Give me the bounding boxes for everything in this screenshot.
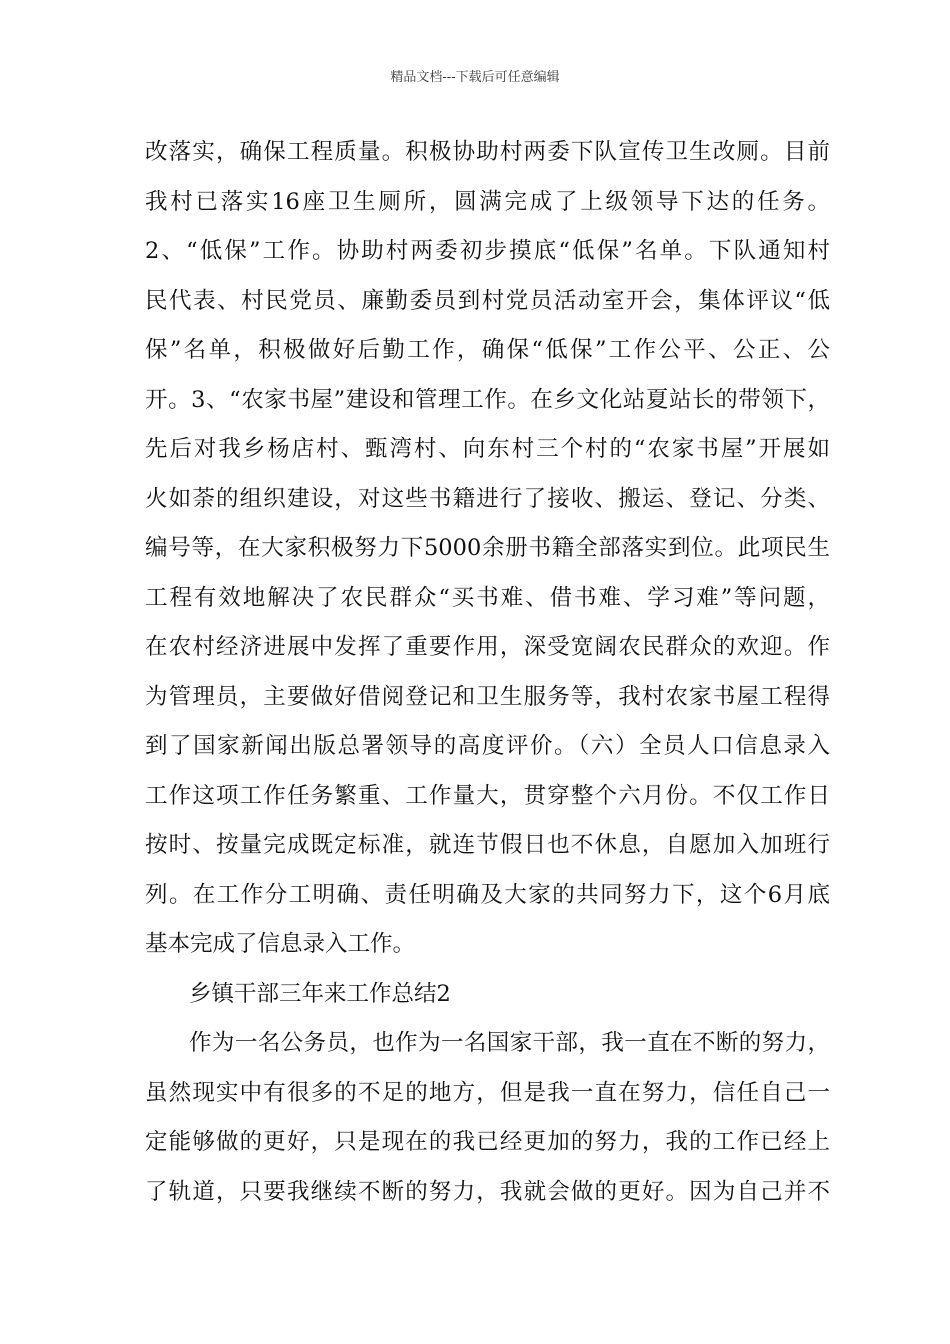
page-header: 精品文档---下载后可任意编辑: [390, 70, 560, 85]
body-line: 工程有效地解决了农民群众“买书难、借书难、学习难”等问题，: [145, 584, 830, 611]
body-line: 改落实，确保工程质量。积极协助村两委下队宣传卫生改厕。目前: [145, 139, 830, 165]
body-line: 我村已落实16座卫生厕所，圆满完成了上级领导下达的任务。: [145, 188, 830, 215]
body-line: 在农村经济进展中发挥了重要作用，深受宽阔农民群众的欢迎。作: [145, 634, 830, 660]
body-line: 到了国家新闻出版总署领导的高度评价。（六）全员人口信息录入: [145, 733, 830, 759]
body-line: 保”名单，积极做好后勤工作，确保“低保”工作公平、公正、公: [145, 337, 830, 363]
document-body: [145, 128, 830, 1217]
body-line: 虽然现实中有很多的不足的地方，但是我一直在努力，信任自己一: [145, 1079, 830, 1106]
body-line: 民代表、村民党员、廉勤委员到村党员活动室开会，集体评议“低: [145, 287, 830, 314]
body-line: 2、“低保”工作。协助村两委初步摸底“低保”名单。下队通知村: [145, 238, 830, 264]
section-title: 乡镇干部三年来工作总结2: [189, 980, 451, 1007]
body-line: 按时、按量完成既定标准，就连节假日也不休息，自愿加入加班行: [145, 832, 830, 858]
body-line: 定能够做的更好，只是现在的我已经更加的努力，我的工作已经上: [145, 1129, 830, 1155]
body-line: 先后对我乡杨店村、甄湾村、向东村三个村的“农家书屋”开展如: [145, 436, 830, 462]
body-line: 作为一名公务员，也作为一名国家干部，我一直在不断的努力，: [189, 1030, 830, 1056]
body-line: 工作这项工作任务繁重、工作量大，贯穿整个六月份。不仅工作日: [145, 782, 830, 809]
body-line: 了轨道，只要我继续不断的努力，我就会做的更好。因为自己并不: [145, 1178, 830, 1205]
body-line: 基本完成了信息录入工作。: [145, 931, 416, 957]
body-line: 列。在工作分工明确、责任明确及大家的共同努力下，这个6月底: [145, 881, 830, 908]
body-line: 开。3、“农家书屋”建设和管理工作。在乡文化站夏站长的带领下，: [145, 386, 830, 413]
body-line: 火如荼的组织建设，对这些书籍进行了接收、搬运、登记、分类、: [145, 485, 830, 512]
body-line: 为管理员，主要做好借阅登记和卫生服务等，我村农家书屋工程得: [145, 683, 830, 710]
body-line: 编号等，在大家积极努力下5000余册书籍全部落实到位。此项民生: [145, 535, 830, 561]
